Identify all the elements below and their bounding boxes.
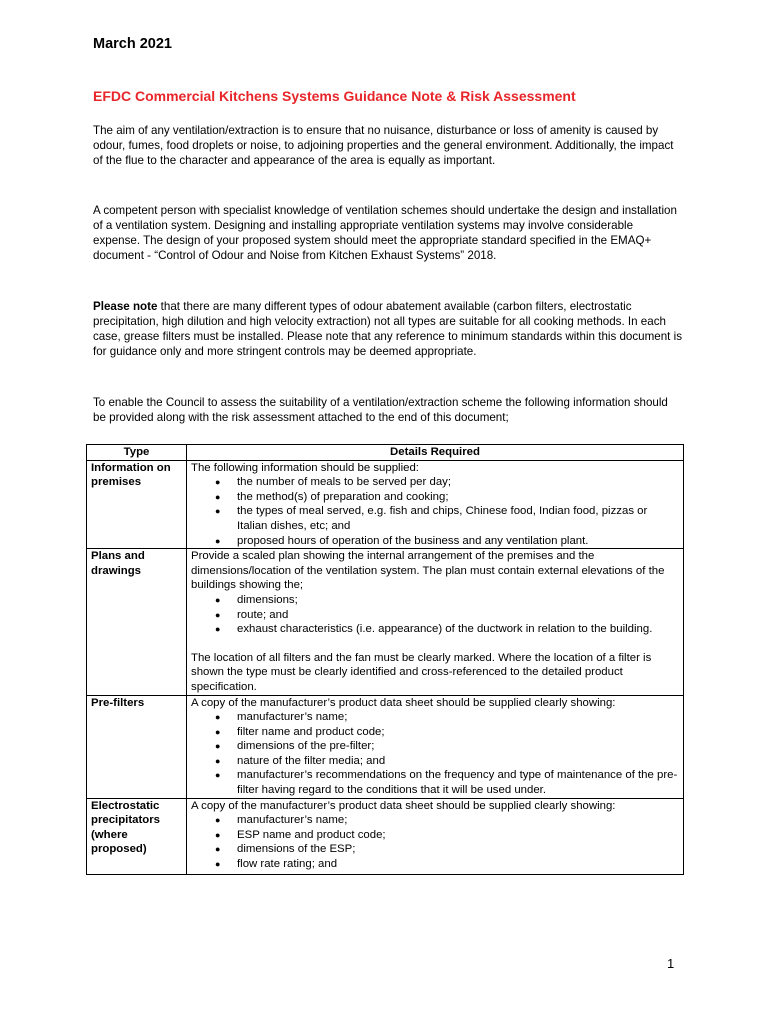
intro-paragraph-competent-person: A competent person with specialist knowledge of ventilation schemes should undertake the design and installation of a ventilation system. Designing and installing appropriate ventilation systems may involve considerable expense. The design of your proposed system should meet the appropriate standard specified in the EMAQ+ document - “Control of Odour and Noise from Kitchen Exhaust Systems” 2018. [93, 204, 677, 262]
bullet-icon: ● [215, 477, 221, 488]
please-note-label: Please note [93, 300, 158, 313]
table-row [87, 695, 684, 798]
list-item: ● dimensions of the ESP; [215, 843, 356, 856]
page-number: 1 [667, 956, 675, 971]
bullet-icon: ● [215, 535, 221, 546]
row-details [187, 695, 684, 798]
list-item: ● the method(s) of preparation and cooking; [215, 490, 449, 503]
bullet-icon: ● [215, 594, 221, 605]
intro-paragraph-aim: The aim of any ventilation/extraction is to ensure that no nuisance, disturbance or loss of amenity is caused by odour, fumes, food droplets or noise, to adjoining properties and the general environment. Additionally, the impact of the flue to the character and appearance of the area is equally as important. [93, 124, 674, 167]
bullet-list [191, 593, 679, 637]
list-item: ● manufacturer’s recommendations on the frequency and type of maintenance of the pre-filter having regard to the conditions that it will be used under. [215, 769, 678, 797]
bullet-list [191, 813, 679, 871]
header-details-required: Details Required [187, 445, 684, 461]
table-row [87, 798, 684, 874]
list-item: ● nature of the filter media; and [215, 754, 386, 767]
header-type: Type [87, 445, 187, 461]
bullet-icon: ● [215, 491, 221, 502]
row-lead: Provide a scaled plan showing the internal arrangement of the premises and the dimensions/location of the ventilation system. The plan must contain external elevations of the buildings showing the; [191, 550, 665, 592]
list-item: ● the number of meals to be served per day; [215, 476, 452, 489]
bullet-icon: ● [215, 829, 221, 840]
row-type: Plans and drawings [87, 549, 187, 695]
bullet-icon: ● [215, 755, 221, 766]
row-details [187, 798, 684, 874]
table-header-row [87, 445, 684, 461]
list-item: ● the types of meal served, e.g. fish and chips, Chinese food, Indian food, pizzas or Italian dishes, etc; and [215, 505, 648, 532]
bullet-list [191, 475, 679, 548]
bullet-icon: ● [215, 506, 221, 517]
list-item: ● exhaust characteristics (i.e. appearance) of the ductwork in relation to the building. [215, 623, 653, 636]
list-item: ● dimensions; [215, 593, 298, 606]
table-row [87, 460, 684, 549]
document-date: March 2021 [93, 36, 172, 52]
row-details [187, 460, 684, 549]
please-note-text: that there are many different types of odour abatement available (carbon filters, electrostatic precipitation, high dilution and high velocity extraction) not all types are suitable for all cooking methods. In each case, grease filters must be installed. Please note that any reference to minimum standards within this document is for guidance only and more stringent controls may be deemed appropriate. [93, 300, 682, 358]
bullet-icon: ● [215, 859, 221, 870]
list-item: ● dimensions of the pre-filter; [215, 740, 375, 753]
row-details [187, 549, 684, 695]
bullet-icon: ● [215, 726, 221, 737]
intro-paragraph-council: To enable the Council to assess the suitability of a ventilation/extraction scheme the following information should be provided along with the risk assessment attached to the end of this document; [93, 396, 668, 424]
row-type: Information on premises [87, 460, 187, 549]
bullet-icon: ● [215, 624, 221, 635]
details-required-table [86, 444, 684, 875]
row-type: Pre-filters [87, 695, 187, 798]
list-item: ● ESP name and product code; [215, 828, 386, 841]
bullet-icon: ● [215, 741, 221, 752]
list-item: ● manufacturer’s name; [215, 711, 348, 724]
bullet-icon: ● [215, 770, 221, 781]
list-item: ● filter name and product code; [215, 725, 385, 738]
row-tail: The location of all filters and the fan must be clearly marked. Where the location of a filter is shown the type must be clearly identified and cross-referenced to the detailed product specification. [191, 651, 652, 693]
bullet-icon: ● [215, 844, 221, 855]
row-lead: A copy of the manufacturer’s product data sheet should be supplied clearly showing: [191, 696, 616, 709]
row-lead: The following information should be supplied: [191, 461, 419, 474]
row-type: Electrostatic precipitators (where proposed) [87, 798, 187, 874]
row-lead: A copy of the manufacturer’s product data sheet should be supplied clearly showing: [191, 799, 616, 812]
list-item: ● flow rate rating; and [215, 858, 338, 871]
bullet-list [191, 710, 679, 798]
document-title: EFDC Commercial Kitchens Systems Guidance Note & Risk Assessment [93, 88, 576, 104]
bullet-icon: ● [215, 609, 221, 620]
table-row [87, 549, 684, 695]
intro-paragraph-please-note [93, 299, 683, 359]
bullet-icon: ● [215, 815, 221, 826]
list-item: ● proposed hours of operation of the business and any ventilation plant. [215, 534, 589, 547]
list-item: ● manufacturer’s name; [215, 814, 348, 827]
bullet-icon: ● [215, 712, 221, 723]
list-item: ● route; and [215, 608, 289, 621]
